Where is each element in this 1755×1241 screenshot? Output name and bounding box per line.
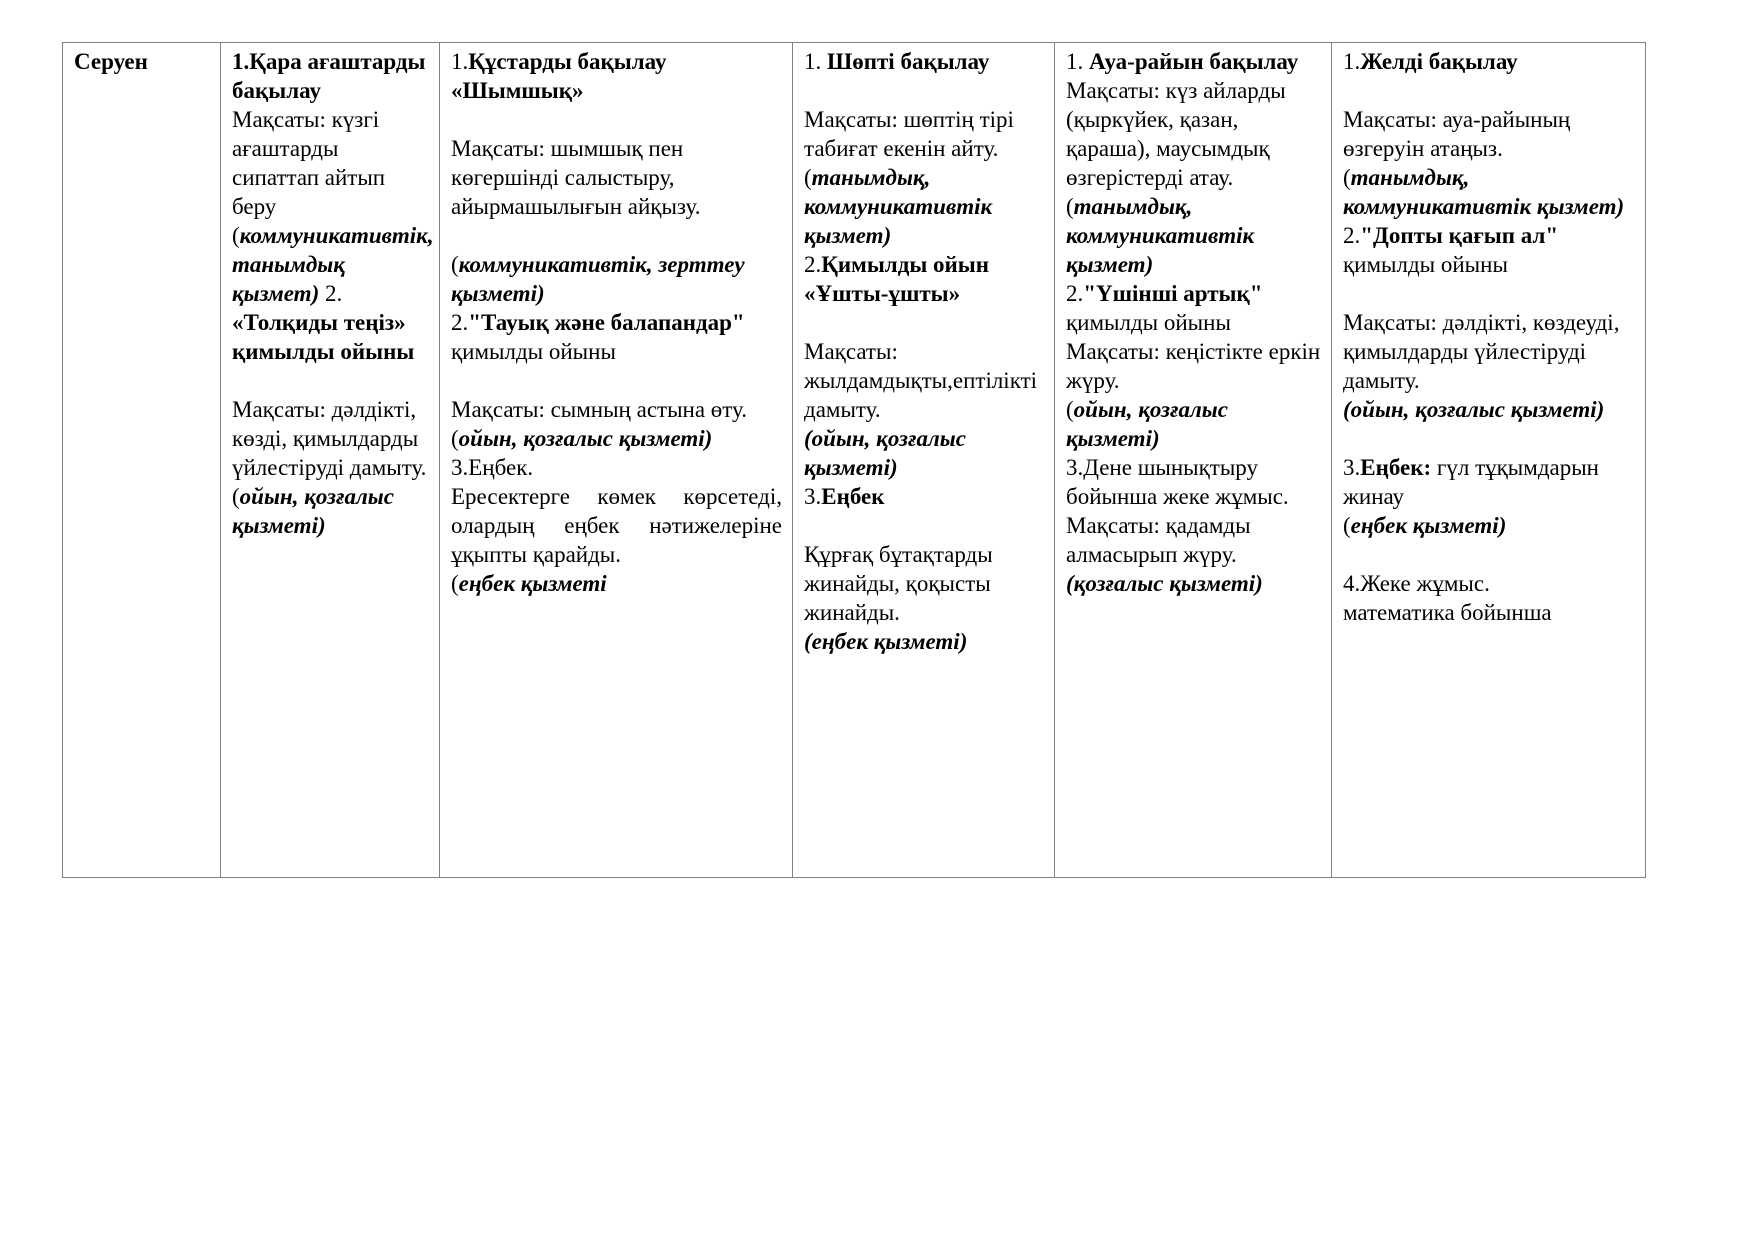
individual-work-title: 4.Жеке жұмыс. <box>1343 571 1490 596</box>
goal-text: Мақсаты: кеңістікте еркін жүру. <box>1066 339 1321 393</box>
goal-text: Мақсаты: дәлдікті, көзді, қимылдарды үйлестіруді дамыту. <box>232 397 427 480</box>
paren-open: ( <box>1066 397 1074 422</box>
goal-text: Мақсаты: сымның астына өту. <box>451 397 748 422</box>
activity-type: ойын, қозғалыс қызметі) <box>1066 397 1228 451</box>
spacer <box>232 366 429 395</box>
activity-title: Ауа-райын бақылау <box>1089 49 1299 74</box>
activity-title: 1.Қара ағаштарды бақылау <box>232 49 426 103</box>
work-text: гүл тұқымдарын жинау <box>1343 455 1599 509</box>
work-title: 3.Еңбек. <box>451 455 534 480</box>
spacer <box>451 105 782 134</box>
activity-type: ойын, қозғалыс қызметі) <box>458 426 713 451</box>
activity-type-line <box>451 250 782 308</box>
paren-open: ( <box>451 252 459 277</box>
individual-work-text: математика бойынша <box>1343 600 1552 625</box>
goal-text: Мақсаты: қадамды алмасырып жүру. <box>1066 513 1251 567</box>
activity-type-line <box>1343 511 1635 540</box>
work-title: Еңбек <box>821 484 885 509</box>
activity-type: танымдық, коммуникативтік қызмет) <box>1343 165 1625 219</box>
paren-open: ( <box>232 223 240 248</box>
item-number: 1. <box>451 49 469 74</box>
game-title: "Допты қағып ал" <box>1360 223 1559 248</box>
item-number: 1. <box>804 49 827 74</box>
goal-text: Мақсаты: жылдамдықты,ептілікті дамыту. <box>804 339 1038 422</box>
paren-open: ( <box>232 484 240 509</box>
activity-type-line <box>451 424 782 453</box>
activity-type: танымдық, коммуникативтік қызмет) <box>1066 194 1255 277</box>
activity-type-line <box>1343 163 1635 221</box>
activity-type: ойын, қозғалыс қызметі) <box>232 484 394 538</box>
work-line <box>804 482 1044 511</box>
game-title: "Тауық және балапандар" <box>468 310 745 335</box>
goal-text: Мақсаты: күз айларды (қыркүйек, қазан, қараша), маусымдық өзгерістерді атау. <box>1066 78 1286 190</box>
activity-type: танымдық, коммуникативтік қызмет) <box>804 165 993 248</box>
paren-open: ( <box>804 165 812 190</box>
activity-type-line <box>232 221 434 308</box>
item-number: 2. <box>1066 281 1084 306</box>
activity-type-line <box>804 163 1044 250</box>
item-number: 2. <box>804 252 822 277</box>
work-title: Еңбек: <box>1360 455 1432 480</box>
game-line <box>804 250 1044 308</box>
row-label-cell <box>63 43 221 878</box>
spacer <box>804 76 1044 105</box>
spacer <box>1343 76 1635 105</box>
column-4-cell <box>1055 43 1332 878</box>
activity-title: Шөпті бақылау <box>827 49 990 74</box>
game-line <box>1066 279 1321 337</box>
activity-type: еңбек қызметі <box>458 571 607 596</box>
work-text: Құрғақ бұтақтарды жинайды, қоқысты жинайды. <box>804 542 993 625</box>
game-line <box>451 308 782 366</box>
spacer <box>1343 279 1635 308</box>
spacer <box>451 366 782 395</box>
activity-title: Құстарды бақылау «Шымшық» <box>451 49 667 103</box>
column-5-cell <box>1332 43 1646 878</box>
column-1-cell <box>221 43 440 878</box>
activity-title-line <box>1066 47 1321 76</box>
paren-open: ( <box>1343 513 1351 538</box>
activity-type: (еңбек қызметі) <box>804 629 968 654</box>
column-3-cell <box>793 43 1055 878</box>
spacer <box>1343 424 1635 453</box>
goal-text: Мақсаты: ауа-райының өзгеруін атаңыз. <box>1343 107 1571 161</box>
paren-open: ( <box>1066 194 1074 219</box>
spacer <box>1343 540 1635 569</box>
activity-type-line <box>1066 395 1321 453</box>
item-number: 2. <box>451 310 469 335</box>
work-title: 3.Дене шынықтыру бойынша жеке жұмыс. <box>1066 455 1289 509</box>
item-number: 1. <box>1066 49 1089 74</box>
activity-title: Желді бақылау <box>1360 49 1518 74</box>
item-number: 2. <box>319 281 343 306</box>
table-row <box>63 43 1646 878</box>
work-text: Ересектерге көмек көрсетеді, олардың еңбек нәтижелеріне ұқыпты қарайды. <box>451 484 782 567</box>
activity-title-line <box>1343 47 1635 76</box>
game-title: "Үшінші артық" <box>1083 281 1263 306</box>
game-suffix: қимылды ойыны <box>451 339 616 364</box>
goal-text: Мақсаты: күзгі ағаштарды сипаттап айтып беру <box>232 107 386 219</box>
activity-type-line <box>451 569 782 598</box>
activity-title-line <box>451 47 782 105</box>
goal-text: Мақсаты: дәлдікті, көздеуді, қимылдарды үйлестіруді дамыту. <box>1343 310 1620 393</box>
work-line <box>1343 453 1635 511</box>
activity-type-line <box>1066 192 1321 279</box>
activity-type: еңбек қызметі) <box>1350 513 1507 538</box>
activity-type-line <box>232 482 429 540</box>
game-suffix: қимылды ойыны <box>1343 252 1508 277</box>
schedule-table <box>62 42 1646 878</box>
paren-open: ( <box>1343 165 1351 190</box>
item-number: 2. <box>1343 223 1361 248</box>
game-suffix: қимылды ойыны <box>1066 310 1231 335</box>
activity-type: коммуникативтік, зерттеу қызметі) <box>451 252 745 306</box>
game-title: «Толқиды теңіз» қимылды ойыны <box>232 310 415 364</box>
game-line <box>1343 221 1635 279</box>
activity-type: (ойын, қозғалыс қызметі) <box>1343 397 1605 422</box>
activity-title-line <box>804 47 1044 76</box>
item-number: 3. <box>804 484 822 509</box>
activity-type: (ойын, қозғалыс қызметі) <box>804 426 966 480</box>
spacer <box>804 511 1044 540</box>
paren-open: ( <box>451 571 459 596</box>
spacer <box>804 308 1044 337</box>
game-title: Қимылды ойын «Ұшты-ұшты» <box>804 252 990 306</box>
item-number: 1. <box>1343 49 1361 74</box>
item-number: 3. <box>1343 455 1361 480</box>
activity-type: (қозғалыс қызметі) <box>1066 571 1263 596</box>
goal-text: Мақсаты: шөптің тірі табиғат екенін айту. <box>804 107 1014 161</box>
goal-text: Мақсаты: шымшық пен көгершінді салыстыру, айырмашылығын айқызу. <box>451 136 701 219</box>
row-label: Серуен <box>74 49 148 74</box>
column-2-cell <box>440 43 793 878</box>
activity-type: коммуникативтік, танымдық қызмет) <box>232 223 434 306</box>
paren-open: ( <box>451 426 459 451</box>
spacer <box>451 221 782 250</box>
